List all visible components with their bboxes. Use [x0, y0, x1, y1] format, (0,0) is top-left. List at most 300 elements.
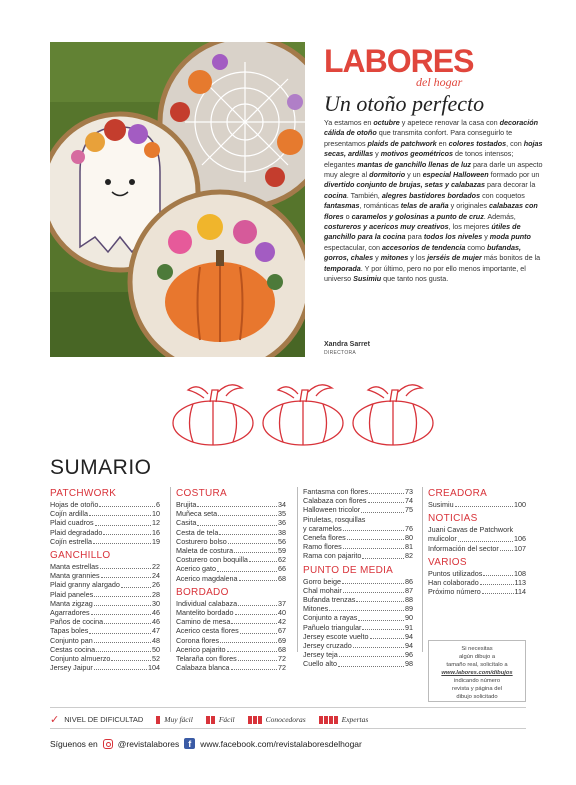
section-heading: CREADORA: [428, 488, 488, 499]
difficulty-level-name: Fácil: [218, 715, 235, 724]
entry-page: 86: [405, 576, 413, 586]
dot-leader: [99, 500, 155, 507]
entry-page: 73: [405, 487, 413, 496]
dot-leader: [217, 564, 277, 571]
editorial-emphasis: útiles de ganchillo para la cocina: [324, 222, 521, 242]
difficulty-level: [206, 715, 235, 724]
dot-leader: [240, 626, 277, 633]
sumario-entry: [303, 659, 413, 668]
editorial-emphasis: octubre: [373, 118, 400, 127]
entry-name: Cojín ardilla: [50, 509, 88, 519]
section-heading: NOTICIAS: [428, 513, 478, 525]
dot-leader: [219, 528, 277, 535]
entry-page: 38: [278, 527, 286, 537]
entry-name: Bufanda trenzas: [303, 595, 356, 605]
editorial-segment: . También,: [346, 190, 382, 200]
editorial-emphasis: plaids de patchwork: [367, 138, 437, 148]
sumario-entry: [50, 617, 160, 626]
dot-leader: [197, 518, 277, 525]
dot-leader: [368, 496, 404, 503]
entry-name: Tapas boles: [50, 626, 89, 636]
sumario-entry: [303, 505, 413, 514]
entry-name: Telaraña con flores: [176, 654, 237, 664]
entry-page: 75: [405, 505, 413, 515]
entry-page: 10: [152, 509, 160, 519]
sumario-entry: [176, 663, 286, 672]
entry-page: 19: [152, 536, 160, 546]
entry-page: 6: [156, 500, 160, 509]
dot-leader: [249, 555, 277, 562]
sumario-entry: [50, 645, 160, 654]
entry-page: 90: [405, 613, 413, 623]
legend-label: NIVEL DE DIFICULTAD: [64, 715, 144, 724]
entry-page: 56: [278, 536, 286, 546]
entry-name: Rama con pajarito: [303, 551, 362, 561]
dot-leader: [483, 569, 513, 576]
entry-page: 104: [148, 663, 160, 673]
editorial-segment: para decorar la: [484, 180, 536, 190]
entry-name: Manta grannies: [50, 571, 100, 581]
entry-name: Juani Cavas de Patchwork: [428, 525, 514, 535]
sumario-entry: [303, 551, 413, 560]
entry-page: 47: [152, 626, 160, 636]
section-heading: GANCHILLO: [50, 550, 111, 562]
entry-page: 107: [514, 543, 526, 553]
dot-leader: [238, 599, 277, 606]
editorial-emphasis: calabazas con flores: [324, 201, 538, 221]
entry-page: 88: [405, 595, 413, 605]
sumario-entry: [50, 518, 160, 527]
pumpkin-decoration: [168, 378, 438, 448]
entry-name: Maleta de costura: [176, 546, 234, 556]
entry-name: mulicolor: [428, 534, 457, 544]
sumario-entry: [176, 645, 286, 654]
editorial-segment: formado por un: [488, 170, 540, 180]
sumario-entry: [176, 564, 286, 573]
editorial-text: [324, 118, 544, 285]
entry-page: 66: [278, 564, 286, 574]
difficulty-level-name: Conocedoras: [265, 715, 306, 724]
dot-leader: [356, 595, 404, 602]
dot-leader: [370, 632, 404, 639]
dot-leader: [227, 645, 277, 652]
entry-page: 12: [152, 518, 160, 528]
editorial-emphasis: moda punto: [489, 232, 531, 242]
entry-name: Mitones: [303, 604, 329, 614]
sumario-entry: [303, 623, 413, 632]
entry-name: Plaid granny alargado: [50, 580, 120, 590]
dot-leader: [231, 617, 277, 624]
entry-page: 72: [278, 654, 286, 664]
dot-leader: [197, 500, 277, 507]
embroidery-hoops-illustration: [50, 42, 305, 357]
sumario-entry: [428, 569, 526, 578]
entry-page: 94: [405, 631, 413, 641]
dot-leader: [458, 534, 513, 541]
sumario-entry: [303, 632, 413, 641]
column-divider: [170, 487, 171, 652]
editorial-emphasis: especial Halloween: [422, 170, 489, 180]
entry-name: Susimiu: [428, 500, 454, 509]
sumario-entry: [176, 509, 286, 518]
dot-leader: [343, 524, 404, 531]
sumario-entry: [303, 577, 413, 586]
entry-page: 42: [278, 617, 286, 627]
dot-leader: [231, 663, 277, 670]
entry-name: Ramo flores: [303, 542, 342, 552]
entry-name: Acerico magdalena: [176, 573, 238, 583]
entry-name: Plaid cuadros: [50, 518, 94, 528]
dot-leader: [94, 663, 147, 670]
dot-leader: [347, 533, 404, 540]
facebook-link[interactable]: www.facebook.com/revistalaboresdelhogar: [200, 738, 362, 749]
instagram-handle[interactable]: @revistalabores: [117, 738, 180, 749]
difficulty-level-name: Muy fácil: [164, 715, 193, 724]
dot-leader: [239, 574, 277, 581]
entry-name: Cesta de tela: [176, 527, 219, 537]
entry-page: 26: [152, 580, 160, 590]
divider-line: [50, 728, 526, 729]
drawings-url-link[interactable]: www.labores.com/dibujos: [441, 670, 513, 676]
sumario-entry: [428, 534, 526, 543]
entry-page: 69: [278, 635, 286, 645]
entry-name: Halloween tricolor: [303, 505, 361, 515]
note-line: tamaño real, solicítalo a: [446, 662, 508, 668]
sumario-entry: [428, 500, 526, 509]
entry-name: Piruletas, rosquillas: [303, 514, 366, 524]
entry-name: Jersey cruzado: [303, 641, 352, 651]
section-heading: PUNTO DE MEDIA: [303, 564, 394, 576]
difficulty-bars-icon: [319, 716, 338, 724]
dot-leader: [362, 551, 404, 558]
entry-name: Fantasma con flores: [303, 487, 369, 496]
sumario-column-3: [303, 487, 413, 669]
sumario-entry: [176, 574, 286, 583]
entry-name: Han colaborado: [428, 578, 479, 588]
dot-leader: [353, 641, 404, 648]
editorial-emphasis: dormitorio: [369, 170, 406, 180]
sumario-entry: [428, 544, 526, 553]
entry-name: Plaid degradado: [50, 527, 103, 537]
entry-name: Acerico gato: [176, 564, 216, 574]
editorial-emphasis: motivos geométricos: [380, 149, 454, 159]
entry-page: 24: [152, 571, 160, 581]
editorial-emphasis: mantas de ganchillo llenas de luz: [357, 159, 472, 169]
sumario-entry: [303, 650, 413, 659]
sumario-entry: [176, 518, 286, 527]
entry-page: 46: [152, 617, 160, 627]
difficulty-bar: [319, 716, 323, 724]
dot-leader: [104, 617, 151, 624]
dot-leader: [238, 654, 277, 661]
entry-name: Mantelito bordado: [176, 608, 234, 618]
editorial-segment: que tanto nos gusta.: [381, 274, 449, 284]
magazine-logo: [324, 43, 474, 89]
dot-leader: [220, 636, 277, 643]
editorial-emphasis: accesorios de tendencia: [381, 242, 466, 252]
sumario-entry: [303, 533, 413, 542]
difficulty-bars-icon: [206, 716, 215, 724]
editorial-emphasis: mitones: [380, 253, 409, 263]
entry-name: Manta estrellas: [50, 562, 99, 572]
entry-page: 16: [152, 527, 160, 537]
note-line: indicando número: [453, 678, 501, 684]
editorial-segment: y: [373, 253, 381, 263]
checkmark-icon: ✓: [50, 714, 60, 726]
sumario-entry: [50, 636, 160, 645]
sumario-entry: [176, 599, 286, 608]
entry-name: Calabaza blanca: [176, 663, 230, 673]
dot-leader: [358, 613, 404, 620]
logo-main: LABORES: [324, 43, 474, 79]
editorial-segment: y un: [405, 170, 423, 180]
entry-name: Puntos utilizados: [428, 568, 483, 578]
dot-leader: [228, 537, 277, 544]
sumario-entry: [50, 654, 160, 663]
dot-leader: [361, 505, 404, 512]
entry-name: Individual calabaza: [176, 598, 238, 608]
editorial-segment: y apetece renovar la casa con: [399, 118, 500, 127]
section-heading: BORDADO: [176, 586, 229, 598]
dot-leader: [111, 654, 151, 661]
entry-page: 113: [514, 578, 526, 588]
entry-page: 82: [405, 551, 413, 561]
cover-photo: [50, 42, 305, 357]
sumario-column-1: [50, 487, 160, 672]
sumario-entry: [50, 608, 160, 617]
entry-name: Acerico cesta flores: [176, 626, 239, 636]
column-divider: [422, 487, 423, 652]
sumario-column-2: [176, 487, 286, 672]
entry-name: Calabaza con flores: [303, 496, 367, 506]
entry-page: 48: [152, 635, 160, 645]
difficulty-bar: [253, 716, 257, 724]
entry-name: Jersey Jaipur: [50, 663, 93, 673]
sumario-entry: [50, 571, 160, 580]
editorial-segment: para darle un aspecto muy alegre al: [324, 159, 543, 180]
difficulty-level-name: Expertas: [341, 715, 369, 724]
entry-page: 89: [405, 604, 413, 614]
instagram-icon: [103, 739, 113, 749]
entry-name: Agarradores: [50, 608, 90, 618]
entry-name: Manta zigzag: [50, 598, 93, 608]
editorial-segment: que transmita confort. Para conseguirlo te presentamos: [324, 128, 513, 148]
entry-page: 40: [278, 608, 286, 618]
note-line: algún dibujo a: [458, 654, 496, 660]
dot-leader: [343, 542, 404, 549]
editorial-segment: , románticas: [359, 201, 401, 211]
difficulty-bar: [334, 716, 338, 724]
sumario-entry: [303, 613, 413, 622]
sumario-entry: [176, 537, 286, 546]
dot-leader: [369, 487, 404, 494]
editorial-emphasis: bufandas, gorros, chales: [324, 242, 521, 263]
sumario-entry: [50, 590, 160, 599]
editorial-emphasis: decoración cálida de otoño: [324, 118, 539, 138]
editorial-emphasis: temporada: [324, 263, 361, 273]
editorial-segment: con coquetos: [480, 190, 525, 200]
entry-name: Conjunto a rayas: [303, 613, 358, 623]
dot-leader: [94, 636, 151, 643]
editorial-emphasis: divertido conjunto de brujas, setas y calabazas: [324, 180, 485, 190]
sumario-entry: [428, 525, 526, 534]
entry-name: Conjunto pan: [50, 635, 93, 645]
dot-leader: [89, 626, 151, 633]
entry-name: Camino de mesa: [176, 617, 231, 627]
entry-page: 108: [514, 568, 526, 578]
dot-leader: [103, 528, 151, 535]
sumario-entry: [176, 608, 286, 617]
editorial-segment: para: [405, 232, 424, 242]
dot-leader: [95, 518, 151, 525]
entry-name: Pañuelo triangular: [303, 622, 362, 632]
entry-page: 114: [514, 587, 526, 597]
editorial-headline: Un otoño perfecto: [324, 91, 485, 116]
editorial-segment: o: [343, 211, 352, 221]
dot-leader: [362, 623, 404, 630]
social-links: [50, 738, 362, 749]
sumario-entry: [303, 586, 413, 595]
sumario-entry: [176, 626, 286, 635]
entry-name: Jersey escote vuelto: [303, 631, 369, 641]
sumario-entry: [50, 500, 160, 509]
sumario-entry: [303, 515, 413, 524]
entry-page: 37: [278, 598, 286, 608]
difficulty-level: [248, 715, 306, 724]
entry-name: Muñeca seta: [176, 509, 218, 519]
difficulty-bar: [329, 716, 333, 724]
editorial-emphasis: fantasmas: [324, 201, 360, 211]
entry-name: Cestas cocina: [50, 644, 96, 654]
signature-role: DIRECTORA: [324, 350, 357, 356]
dot-leader: [500, 544, 513, 551]
editorial-segment: Ya estamos en: [324, 118, 374, 127]
entry-page: 81: [405, 542, 413, 552]
sumario-entry: [303, 524, 413, 533]
dot-leader: [329, 604, 404, 611]
editorial-segment: más bonitos de la: [481, 253, 541, 263]
sumario-entry: [303, 641, 413, 650]
editorial-segment: . Y por último, pero no por ello menos importante, el universo: [324, 263, 526, 284]
entry-page: 98: [405, 659, 413, 669]
sumario-entry: [50, 580, 160, 589]
sumario-entry: [176, 528, 286, 537]
sumario-title: SUMARIO: [50, 456, 152, 479]
entry-name: Conjunto almuerzo: [50, 654, 111, 664]
entry-name: Información del sector: [428, 543, 499, 553]
sumario-entry: [50, 599, 160, 608]
editorial-segment: espectacular, con: [324, 242, 382, 252]
entry-page: 34: [278, 500, 286, 509]
entry-page: 35: [278, 509, 286, 519]
editorial-emphasis: telas de araña: [400, 201, 449, 211]
editorial-emphasis: cocina: [324, 190, 347, 200]
entry-name: Costurero con boquilla: [176, 555, 248, 565]
sumario-entry: [303, 595, 413, 604]
social-prefix: Síguenos en: [50, 738, 98, 749]
editorial-emphasis: caramelos y golosinas a punto de cruz: [351, 211, 484, 221]
sumario-entry: [50, 562, 160, 571]
entry-page: 67: [278, 626, 286, 636]
dot-leader: [121, 580, 151, 587]
editorial-emphasis: todos los niveles: [423, 232, 483, 242]
difficulty-bar: [211, 716, 215, 724]
entry-page: 50: [152, 644, 160, 654]
sumario-entry: [50, 509, 160, 518]
section-heading: VARIOS: [428, 556, 467, 568]
entry-page: 52: [152, 654, 160, 664]
dot-leader: [91, 608, 151, 615]
dot-leader: [101, 571, 151, 578]
divider-line: [50, 707, 526, 708]
entry-name: Cuello alto: [303, 659, 337, 669]
note-line: dibujo solicitado: [456, 694, 498, 700]
dot-leader: [342, 577, 404, 584]
dot-leader: [96, 645, 151, 652]
sumario-entry: [176, 500, 286, 509]
entry-page: 87: [405, 585, 413, 595]
entry-page: 91: [405, 622, 413, 632]
editorial-segment: en: [436, 138, 449, 148]
sumario-entry: [50, 626, 160, 635]
editorial-segment: y: [373, 149, 381, 159]
difficulty-bar: [324, 716, 328, 724]
dot-leader: [100, 562, 151, 569]
entry-page: 94: [405, 641, 413, 651]
entry-name: y caramelos: [303, 523, 342, 533]
sumario-entry: [176, 555, 286, 564]
entry-name: Cojín estrella: [50, 536, 92, 546]
facebook-icon: f: [184, 738, 195, 749]
sumario-entry: [428, 587, 526, 596]
editorial-segment: , los mejores: [448, 222, 492, 232]
difficulty-level: [156, 715, 193, 724]
entry-name: Chal mohair: [303, 585, 342, 595]
editorial-emphasis: jerséis de mujer: [427, 253, 482, 263]
editorial-emphasis: costureros y acericos muy creativos: [324, 222, 449, 232]
difficulty-bar: [248, 716, 252, 724]
editorial-segment: y: [482, 232, 490, 242]
entry-name: Casita: [176, 518, 197, 528]
entry-name: Paños de cocina: [50, 617, 104, 627]
sumario-column-4: [428, 487, 526, 596]
difficulty-bar: [206, 716, 210, 724]
section-heading: PATCHWORK: [50, 488, 117, 499]
sumario-entry: [303, 542, 413, 551]
entry-name: Jersey teja: [303, 650, 338, 660]
note-line: revista y página del: [452, 686, 502, 692]
dot-leader: [455, 500, 513, 507]
dot-leader: [234, 546, 277, 553]
entry-page: 74: [405, 496, 413, 506]
editorial-segment: . Además,: [483, 211, 516, 221]
entry-name: Próximo número: [428, 587, 481, 597]
sumario-entry: [303, 487, 413, 496]
section-heading: COSTURA: [176, 488, 227, 499]
editorial-segment: como: [465, 242, 488, 252]
entry-name: Plaid paneles: [50, 589, 94, 599]
sumario-entry: [303, 604, 413, 613]
dot-leader: [339, 650, 404, 657]
entry-name: Cenefa flores: [303, 533, 346, 543]
entry-name: Costurero bolso: [176, 536, 227, 546]
entry-name: Gorro beige: [303, 576, 341, 586]
difficulty-bars-icon: [248, 716, 262, 724]
column-divider: [297, 487, 298, 652]
sumario-entry: [176, 546, 286, 555]
dot-leader: [480, 578, 514, 585]
sumario-entry: [303, 496, 413, 505]
